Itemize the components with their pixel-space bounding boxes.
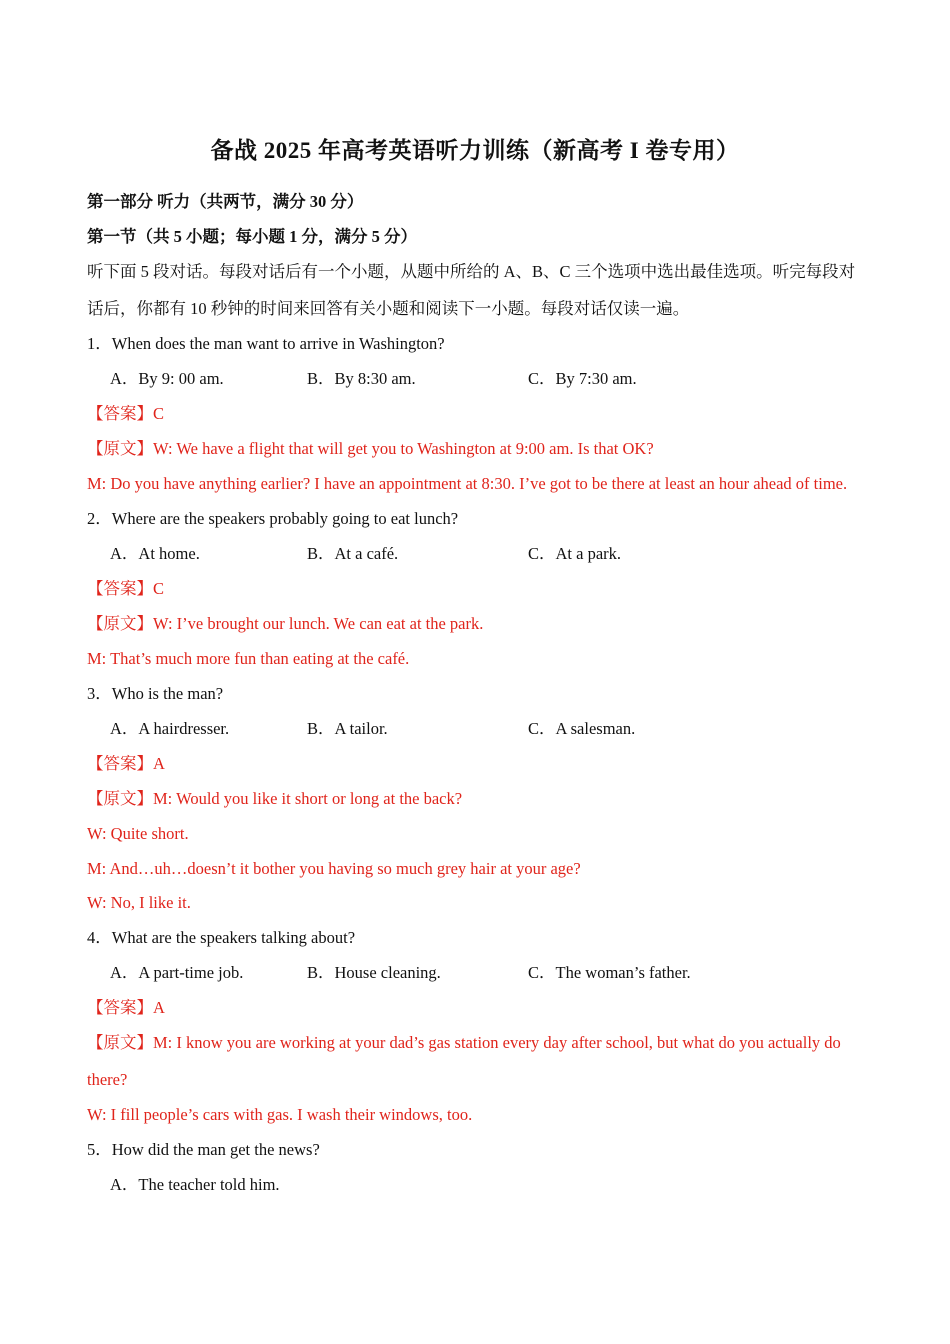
- question-1-transcript-1: 【原文】W: We have a flight that will get you to Washington at 9:00 am. Is that OK?: [87, 439, 654, 458]
- question-1-option-a: A．By 9: 00 am.: [110, 369, 224, 388]
- question-3-transcript-3: M: And…uh…doesn’t it bother you having so much grey hair at your age?: [87, 859, 581, 878]
- question-3-option-c: C．A salesman.: [528, 719, 636, 738]
- instructions-line-1: 听下面 5 段对话。每段对话后有一个小题，从题中所给的 A、B、C 三个选项中选出最佳选项。听完每段对: [87, 262, 856, 281]
- question-1-option-b: B．By 8:30 am.: [307, 369, 416, 388]
- question-1-answer: 【答案】C: [87, 404, 165, 423]
- question-2-answer: 【答案】C: [87, 579, 165, 598]
- question-2-option-c: C．At a park.: [528, 544, 622, 563]
- question-3-answer: 【答案】A: [87, 754, 165, 773]
- question-1-stem: 1．When does the man want to arrive in Washington?: [87, 334, 445, 353]
- question-3-stem: 3．Who is the man?: [87, 684, 224, 703]
- question-4-option-b: B．House cleaning.: [307, 963, 441, 982]
- question-2-option-a: A．At home.: [110, 544, 200, 563]
- question-2-transcript-1: 【原文】W: I’ve brought our lunch. We can eat at the park.: [87, 614, 484, 633]
- question-4-transcript-2: there?: [87, 1070, 128, 1089]
- question-5-stem: 5．How did the man get the news?: [87, 1140, 320, 1159]
- question-1-option-c: C．By 7:30 am.: [528, 369, 637, 388]
- question-3-option-b: B．A tailor.: [307, 719, 388, 738]
- question-3-transcript-1: 【原文】M: Would you like it short or long at the back?: [87, 789, 463, 808]
- question-4-option-a: A．A part-time job.: [110, 963, 244, 982]
- question-2-transcript-2: M: That’s much more fun than eating at the café.: [87, 649, 410, 668]
- question-1-transcript-2: M: Do you have anything earlier? I have an appointment at 8:30. I’ve got to be there at least an hour ahead of time.: [87, 474, 848, 493]
- part-heading: 第一部分 听力（共两节，满分 30 分）: [87, 192, 364, 211]
- section-heading: 第一节（共 5 小题；每小题 1 分，满分 5 分）: [87, 227, 417, 246]
- page-title: 备战 2025 年高考英语听力训练（新高考 I 卷专用）: [210, 138, 740, 163]
- instructions-line-2: 话后，你都有 10 秒钟的时间来回答有关小题和阅读下一小题。每段对话仅读一遍。: [87, 299, 690, 318]
- question-4-transcript-3: W: I fill people’s cars with gas. I wash their windows, too.: [87, 1105, 473, 1124]
- question-4-answer: 【答案】A: [87, 998, 165, 1017]
- question-4-transcript-1: 【原文】M: I know you are working at your dad’s gas station every day after school, but what do you actually do: [87, 1033, 841, 1052]
- question-4-option-c: C．The woman’s father.: [528, 963, 691, 982]
- question-3-transcript-4: W: No, I like it.: [87, 893, 191, 912]
- question-5-option-a: A．The teacher told him.: [110, 1175, 280, 1194]
- question-3-option-a: A．A hairdresser.: [110, 719, 230, 738]
- question-3-transcript-2: W: Quite short.: [87, 824, 189, 843]
- question-4-stem: 4．What are the speakers talking about?: [87, 928, 356, 947]
- question-2-stem: 2．Where are the speakers probably going to eat lunch?: [87, 509, 459, 528]
- question-2-option-b: B．At a café.: [307, 544, 399, 563]
